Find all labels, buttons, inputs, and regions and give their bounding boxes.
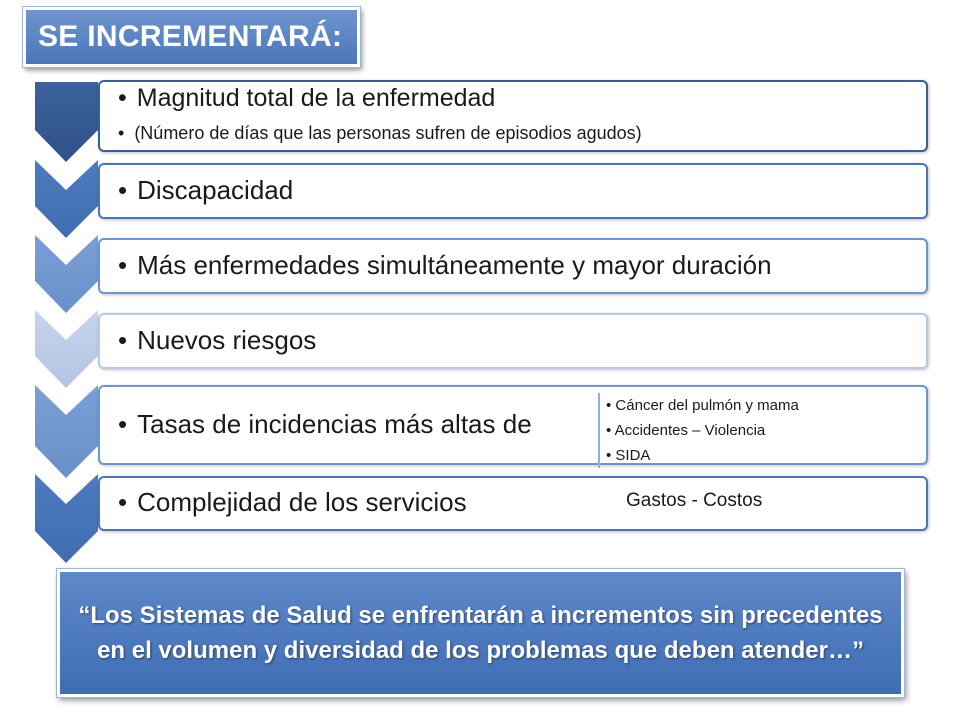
row-4-main: • Nuevos riesgos bbox=[118, 325, 317, 355]
row-2-main: • Discapacidad bbox=[118, 175, 294, 205]
chevron-1 bbox=[35, 82, 98, 162]
incidence-item: • Accidentes – Violencia bbox=[606, 422, 766, 439]
row-5-main: • Tasas de incidencias más altas de bbox=[118, 409, 532, 439]
row-1-main: • Magnitud total de la enfermedad bbox=[118, 84, 496, 112]
costs-label: Gastos - Costos bbox=[626, 490, 763, 511]
chevron-4 bbox=[35, 310, 98, 388]
chevron-3 bbox=[35, 235, 98, 313]
quote-text: “Los Sistemas de Salud se enfrentarán a incrementos sin precedentes en el volumen y diversidad de los problemas que deben atender…” bbox=[78, 602, 883, 664]
row-6-main: • Complejidad de los servicios bbox=[118, 487, 467, 517]
incidence-item: • SIDA bbox=[606, 447, 651, 464]
chevron-5 bbox=[35, 385, 98, 478]
incidence-list bbox=[598, 393, 906, 468]
row-1-sub: • (Número de días que las personas sufren de episodios agudos) bbox=[118, 123, 642, 143]
row-3-main: • Más enfermedades simultáneamente y mayor duración bbox=[118, 250, 772, 280]
chevron-6 bbox=[35, 474, 98, 563]
quote-box bbox=[57, 569, 904, 697]
incidence-item: • Cáncer del pulmón y mama bbox=[606, 397, 799, 414]
page-title: SE INCREMENTARÁ: bbox=[38, 20, 343, 53]
chevron-2 bbox=[35, 160, 98, 238]
